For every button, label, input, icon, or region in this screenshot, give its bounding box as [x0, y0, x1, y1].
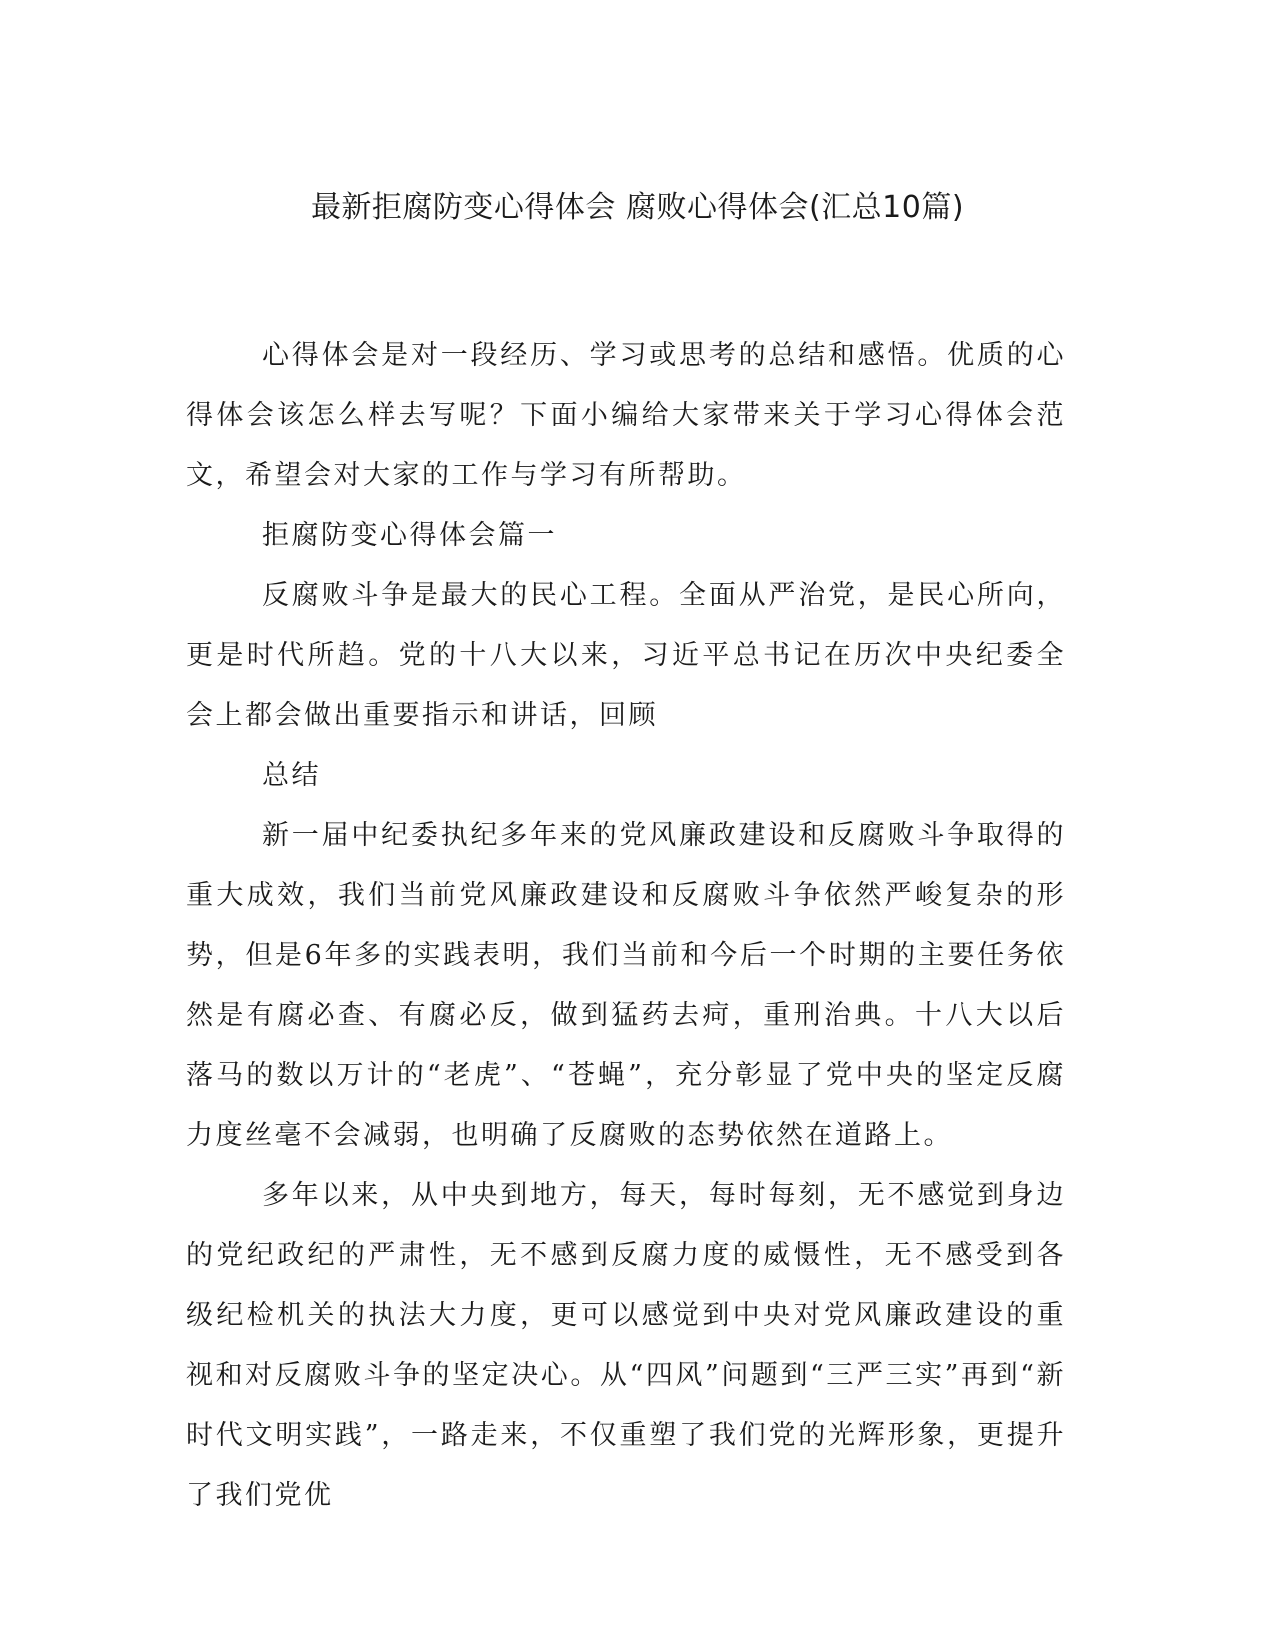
body-paragraph-4: 多年以来，从中央到地方，每天，每时每刻，无不感觉到身边的党纪政纪的严肃性，无不感到反腐力度的威慑性，无不感受到各级纪检机关的执法大力度，更可以感觉到中央对党风廉政建设的重视和对反腐败斗争的坚定决心。从“四风”问题到“三严三实”再到“新时代文明实践”，一路走来，不仅重塑了我们党的光辉形象，更提升了我们党优: [186, 1180, 1066, 1511]
intro-paragraph: 心得体会是对一段经历、学习或思考的总结和感悟。优质的心得体会该怎么样去写呢？下面小编给大家带来关于学习心得体会范文，希望会对大家的工作与学习有所帮助。: [186, 340, 1066, 491]
body-paragraph-2: 总结: [262, 760, 321, 791]
body-paragraph-3: 新一届中纪委执纪多年来的党风廉政建设和反腐败斗争取得的重大成效，我们当前党风廉政建设和反腐败斗争依然严峻复杂的形势，但是6年多的实践表明，我们当前和今后一个时期的主要任务依然是有腐必查、有腐必反，做到猛药去疴，重刑治典。十八大以后落马的数以万计的“老虎”、“苍蝇”，充分彰显了党中央的坚定反腐力度丝毫不会减弱，也明确了反腐败的态势依然在道路上。: [186, 820, 1066, 1151]
body-paragraph-1: 反腐败斗争是最大的民心工程。全面从严治党，是民心所向，更是时代所趋。党的十八大以来，习近平总书记在历次中央纪委全会上都会做出重要指示和讲话，回顾: [186, 580, 1066, 731]
document-body: [186, 326, 1066, 1526]
document-title: 最新拒腐防变心得体会 腐败心得体会(汇总10篇): [310, 190, 965, 225]
section-heading: 拒腐防变心得体会篇一: [262, 520, 557, 551]
